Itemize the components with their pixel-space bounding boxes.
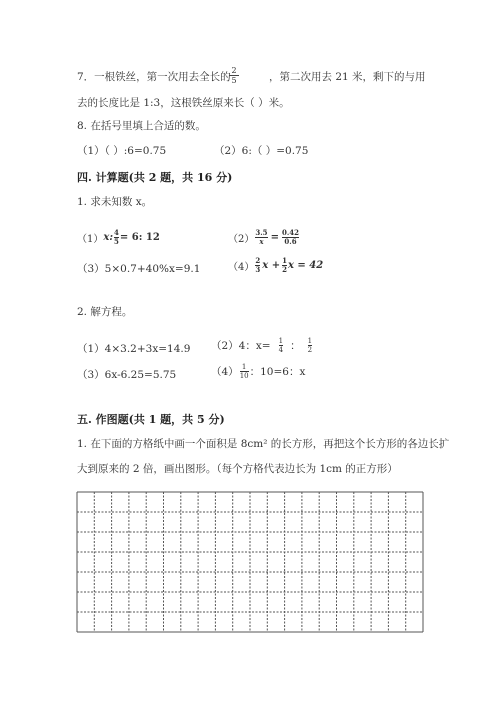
s4-q1-i1-num: 4 — [114, 228, 119, 237]
s4-q1-i1-pre: x: — [103, 232, 114, 243]
s4-q2-item4 — [211, 363, 305, 380]
s4-q2-i2-num2: 1 — [307, 337, 313, 345]
s4-q2-item1: （1）4×3.2+3x=14.9 — [77, 343, 191, 355]
q7-text-line2: 去的长度比是 1:3，这根铁丝原来长（ ）米。 — [77, 97, 290, 109]
s4-q1-item1 — [77, 229, 160, 246]
section5-title: 五. 作图题(共 1 题，共 5 分) — [77, 413, 225, 426]
s4-q1-i2-den2: 0.6 — [284, 237, 297, 246]
s4-q1-i4-den1: 3 — [255, 265, 261, 274]
s4-q1-i2-frac2 — [282, 229, 299, 246]
section4-title: 四. 计算题(共 2 题，共 16 分) — [77, 171, 233, 184]
s4-q1-i2-den1: x — [259, 237, 264, 246]
s4-q1-i1-frac — [114, 229, 119, 246]
s4-q2-i4-frac — [240, 363, 249, 380]
s4-q2-item2 — [211, 337, 313, 354]
q8-item1: （1）（ ）:6=0.75 — [77, 145, 167, 157]
s4-q2-i2-den1: 4 — [278, 346, 284, 354]
s4-q1-i4-frac2 — [282, 257, 287, 274]
s4-q2-i2-label: （2）4：x= — [211, 340, 271, 352]
q7-fraction — [229, 66, 239, 85]
q7-text-part2: ，第二次用去 21 米，剩下的与用 — [269, 71, 426, 83]
grid-paper — [76, 491, 424, 633]
s4-q2-i4-den: 10 — [239, 372, 249, 380]
s4-q2-i2-colon: ： — [290, 340, 301, 352]
section4-q1-text: 1. 求未知数 x。 — [77, 196, 153, 208]
s4-q1-item2 — [228, 229, 300, 246]
q8-text: 8. 在括号里填上合适的数。 — [77, 120, 206, 132]
s4-q1-i1-label: （1） — [77, 234, 104, 245]
s4-q1-item4 — [228, 257, 323, 274]
q7-text-part1: 7．一根铁丝，第一次用去全长的 — [77, 71, 231, 83]
s4-q1-i2-num1: 3.5 — [255, 228, 268, 237]
s4-q1-i2-eq: = — [270, 232, 279, 243]
s4-q2-i2-frac1 — [279, 337, 283, 354]
s4-q2-i4-post: ：10=6：x — [249, 366, 306, 378]
s4-q1-i4-num1: 2 — [255, 256, 261, 265]
s4-q2-item3: （3）6x-6.25=5.75 — [77, 369, 177, 381]
s4-q1-i2-frac1 — [255, 229, 267, 246]
s4-q1-i4-label: （4） — [228, 262, 255, 273]
q7-frac-den: 5 — [231, 76, 237, 85]
s4-q1-i4-den2: 2 — [282, 265, 287, 274]
s4-q2-i4-num: 1 — [241, 363, 247, 371]
s4-q2-i4-label: （4） — [211, 366, 239, 378]
s4-q1-i2-num2: 0.42 — [281, 228, 300, 237]
section5-line1: 1. 在下面的方格纸中画一个面积是 8cm² 的长方形，再把这个长方形的各边长扩 — [77, 438, 450, 450]
s4-q1-i4-frac1 — [255, 257, 260, 274]
s4-q1-i4-num2: 1 — [282, 256, 287, 265]
s4-q2-i2-num1: 1 — [278, 337, 284, 345]
section4-q2-text: 2. 解方程。 — [77, 306, 133, 318]
q7-frac-num: 2 — [231, 66, 237, 75]
s4-q1-i4-mid: x + — [262, 260, 281, 271]
s4-q1-i4-post: x = 42 — [287, 260, 324, 271]
q8-item2: （2）6:（ ）=0.75 — [214, 145, 309, 157]
s4-q1-i2-label: （2） — [228, 234, 255, 245]
s4-q2-i2-den2: 2 — [307, 346, 313, 354]
s4-q2-i2-frac2 — [308, 337, 312, 354]
section5-line2: 大到原来的 2 倍，画出图形。（每个方格代表边长为 1cm 的正方形） — [77, 463, 398, 475]
s4-q1-i1-post: = 6: 12 — [119, 232, 160, 243]
s4-q1-i1-den: 5 — [114, 237, 119, 246]
s4-q1-item3: （3）5×0.7+40%x=9.1 — [77, 263, 201, 275]
